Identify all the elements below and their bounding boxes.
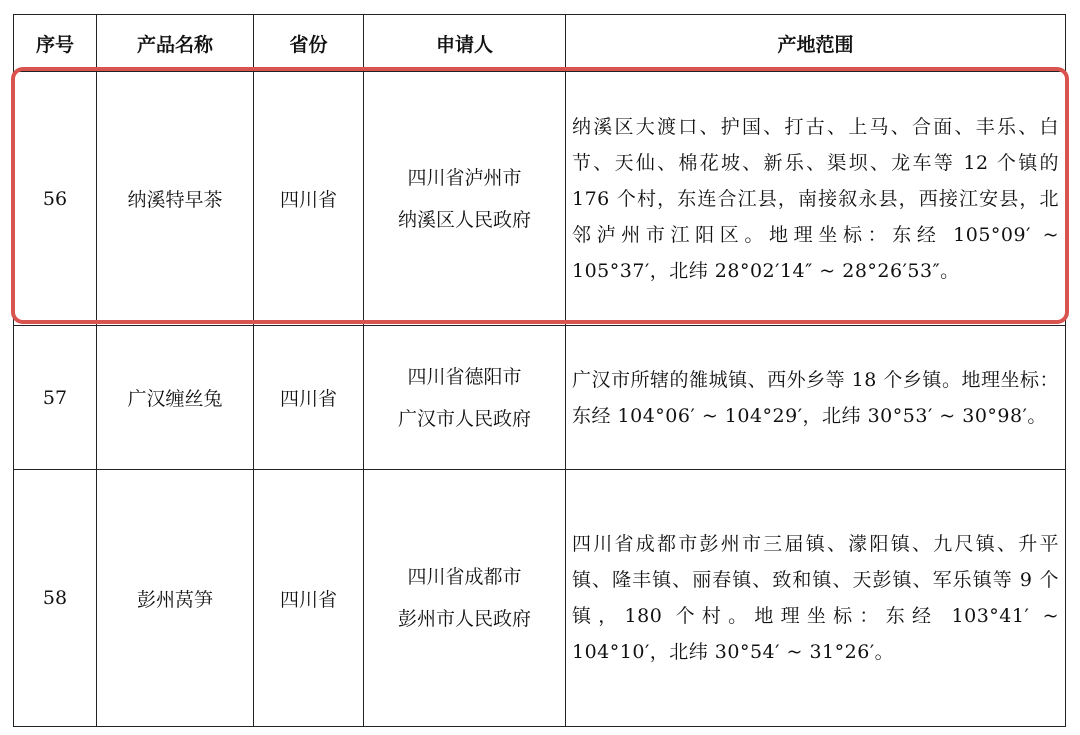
- applicant-line-1: 四川省泸州市: [407, 166, 522, 189]
- applicant-line-2: 彭州市人民政府: [397, 608, 531, 630]
- row-product-name: 广汉缠丝兔: [97, 326, 254, 470]
- row-product-name: 纳溪特早茶: [97, 72, 254, 326]
- row-applicant: [364, 72, 566, 326]
- row-no: 58: [14, 470, 97, 727]
- row-applicant: [364, 470, 566, 727]
- row-product-name: 彭州莴笋: [97, 470, 254, 727]
- table-header-row: [14, 15, 1066, 72]
- header-origin-area: 产地范围: [566, 15, 1066, 72]
- applicant-line-1: 四川省成都市: [407, 566, 522, 588]
- row-no: 56: [14, 72, 97, 326]
- row-province: 四川省: [254, 326, 364, 470]
- row-applicant: [364, 326, 566, 470]
- header-applicant: 申请人: [364, 15, 566, 72]
- table-row: [14, 470, 1066, 727]
- row-origin-area: 广汉市所辖的雒城镇、西外乡等 18 个乡镇。地理坐标：东经 104°06′ ~ 104°29′，北纬 30°53′ ~ 30°98′。: [566, 326, 1066, 470]
- table-row: [14, 72, 1066, 326]
- row-origin-area: 四川省成都市彭州市三届镇、濛阳镇、九尺镇、升平镇、隆丰镇、丽春镇、致和镇、天彭镇、军乐镇等 9 个镇，180 个村。地理坐标：东经 103°41′ ~ 104°10′，北纬 30°54′ ~ 31°26′。: [566, 470, 1066, 727]
- row-province: 四川省: [254, 470, 364, 727]
- applicant-line-1: 四川省德阳市: [407, 365, 522, 388]
- applicant-line-2: 纳溪区人民政府: [397, 208, 531, 231]
- header-product-name: 产品名称: [97, 15, 254, 72]
- row-no: 57: [14, 326, 97, 470]
- header-province: 省份: [254, 15, 364, 72]
- table-row: [14, 326, 1066, 470]
- row-province: 四川省: [254, 72, 364, 326]
- row-origin-area: 纳溪区大渡口、护国、打古、上马、合面、丰乐、白节、天仙、棉花坡、新乐、渠坝、龙车等 12 个镇的 176 个村，东连合江县，南接叙永县，西接江安县，北邻泸州市江阳区。地理坐标：东经 105°09′ ~ 105°37′，北纬 28°02′14″ ~ 28°26′53″。: [566, 72, 1066, 326]
- product-table: [13, 14, 1066, 727]
- header-no: 序号: [14, 15, 97, 72]
- applicant-line-2: 广汉市人民政府: [397, 407, 531, 430]
